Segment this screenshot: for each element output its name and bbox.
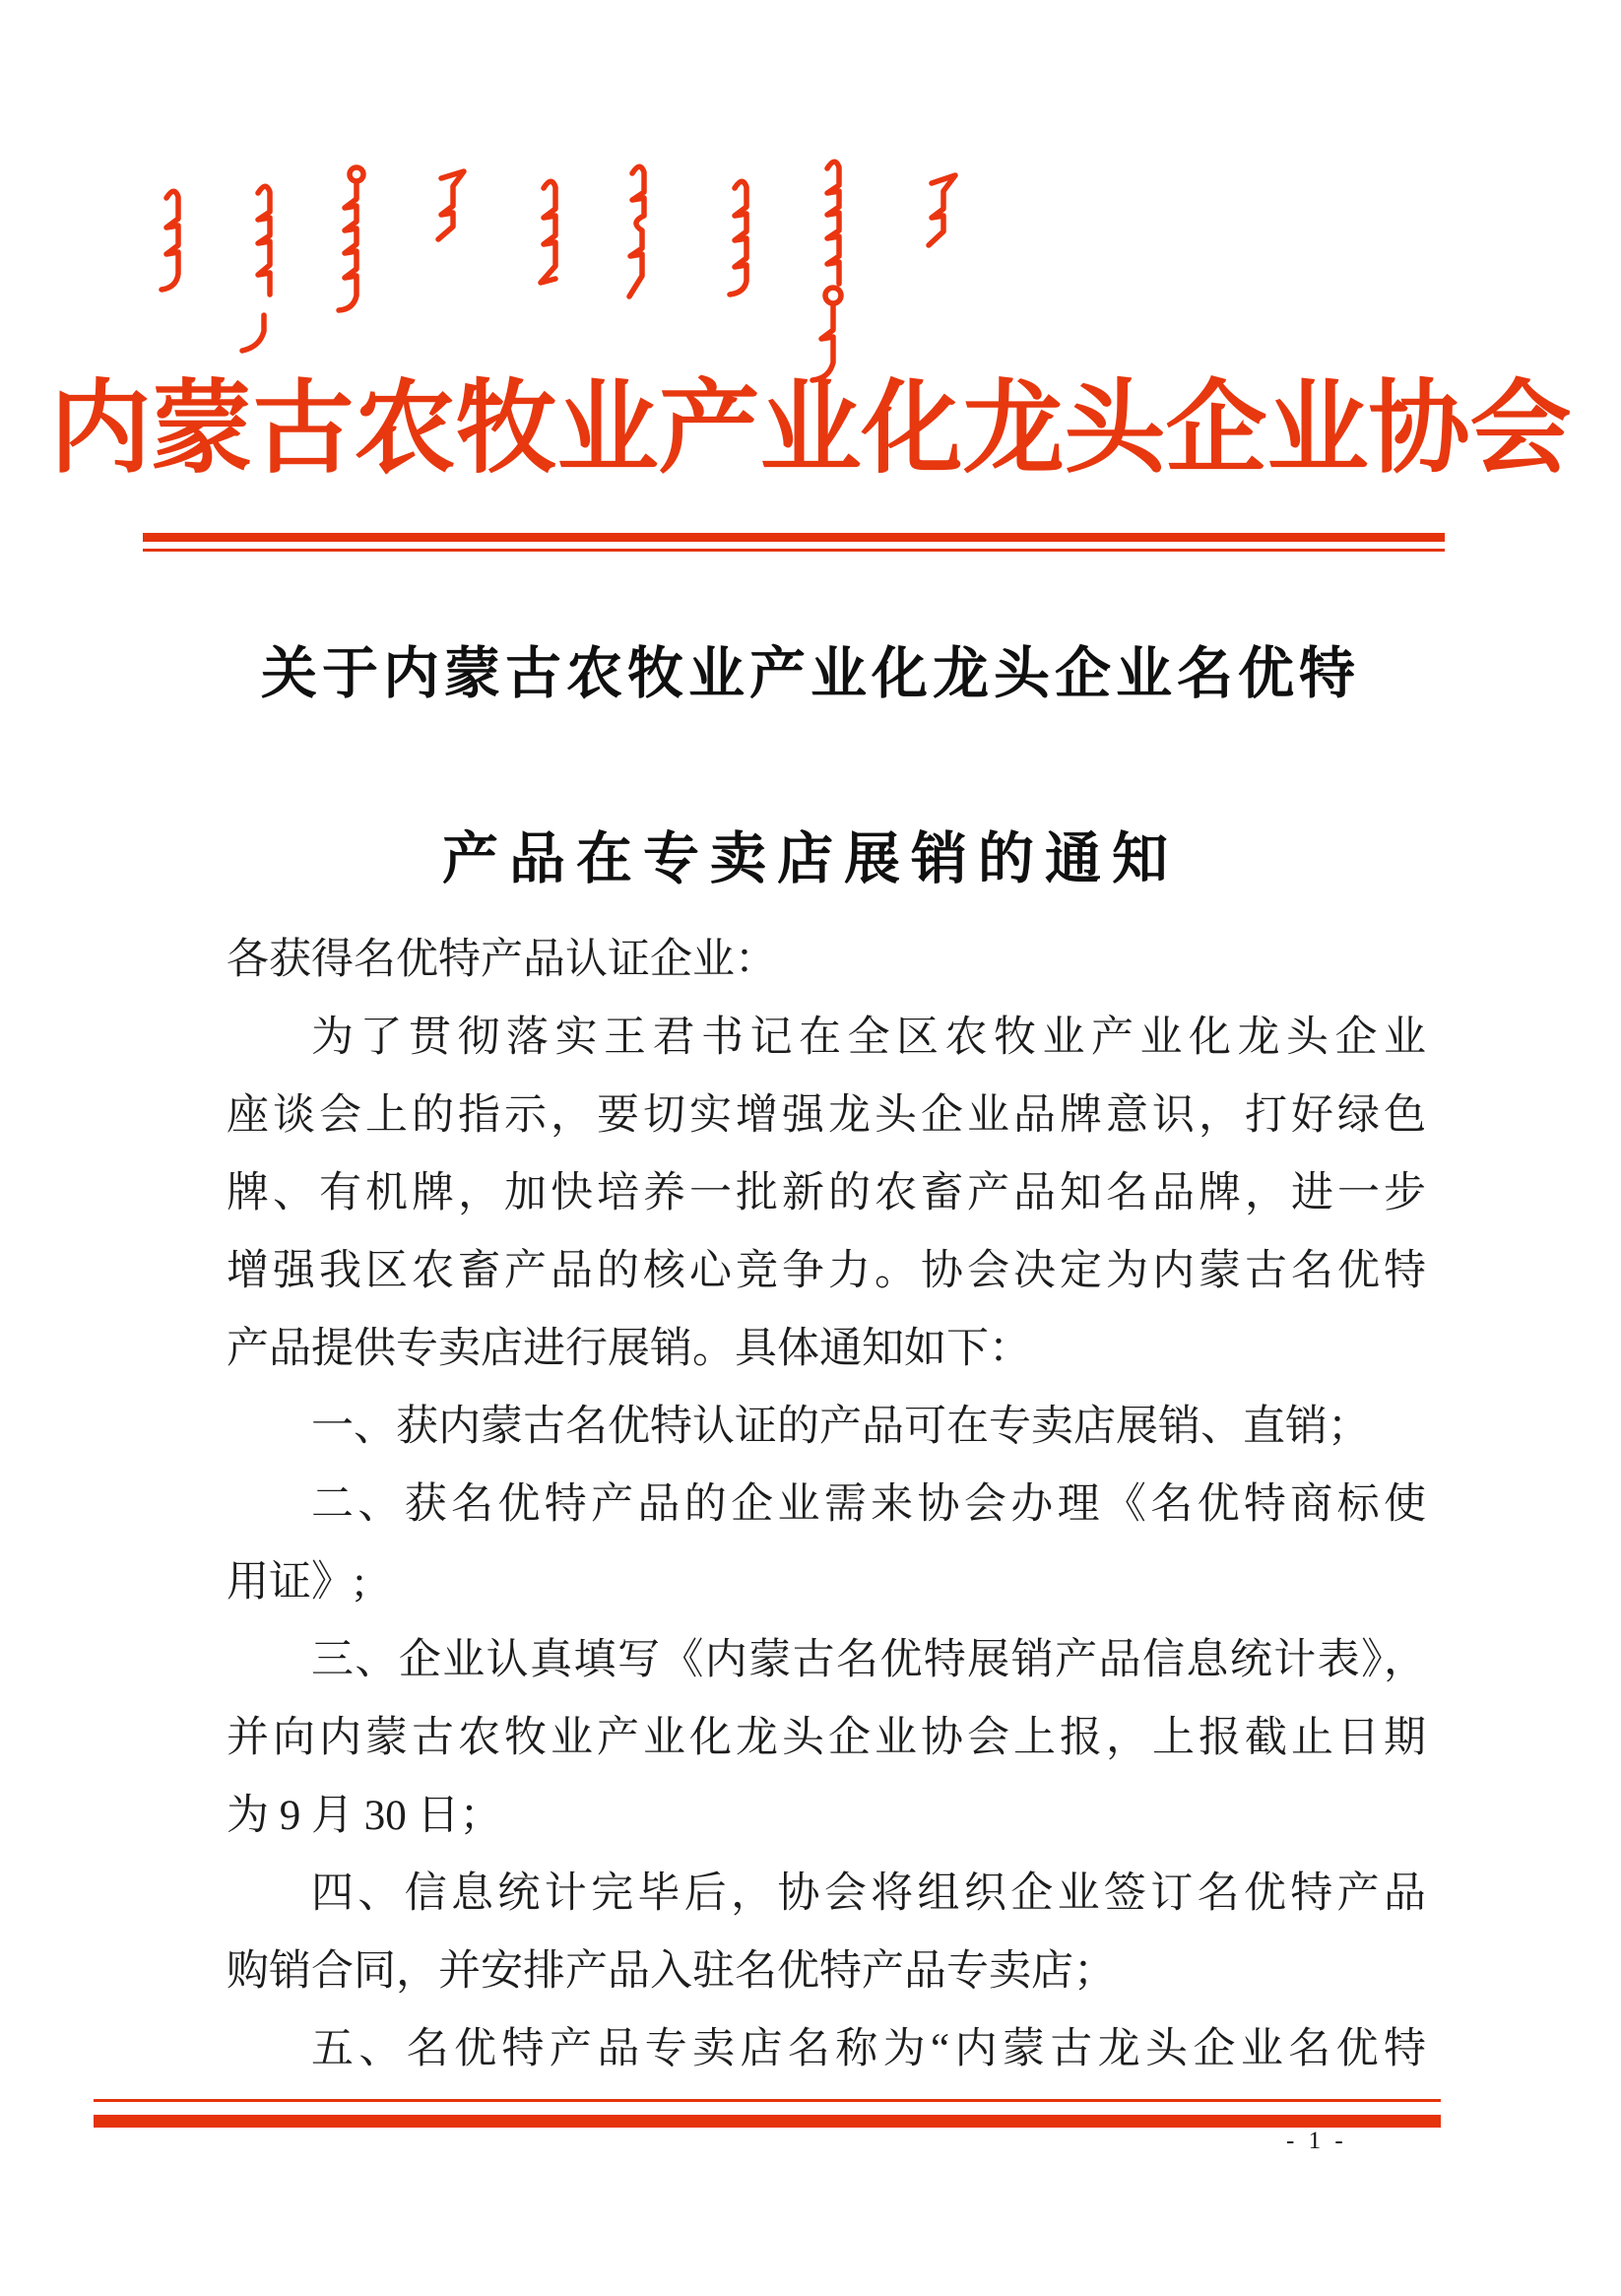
body-line: 并向内蒙古农牧业产业化龙头企业协会上报，上报截止日期 <box>227 1715 1426 1761</box>
doc-title-line2: 产品在专卖店展销的通知 <box>442 828 1179 890</box>
body-line: 三、企业认真填写《内蒙古名优特展销产品信息统计表》， <box>311 1637 1426 1683</box>
org-title: 内蒙古农牧业产业化龙头企业协会 <box>49 373 1572 486</box>
doc-title-line1: 关于内蒙古农牧业产业化龙头企业名优特 <box>261 643 1360 705</box>
body-line: 增强我区农畜产品的核心竞争力。协会决定为内蒙古名优特 <box>227 1248 1426 1294</box>
page-number: - 1 - <box>1286 2128 1347 2154</box>
body-line: 用证》; <box>227 1559 365 1606</box>
body-text <box>227 921 1426 2088</box>
footer-rule-thin <box>94 2099 1441 2102</box>
body-line: 为了贯彻落实王君书记在全区农牧业产业化龙头企业 <box>311 1015 1426 1061</box>
body-line: 购销合同，并安排产品入驻名优特产品专卖店； <box>227 1948 1116 1995</box>
body-line: 各获得名优特产品认证企业： <box>227 937 777 983</box>
body-line: 为 9 月 30 日； <box>227 1793 502 1839</box>
body-line: 座谈会上的指示，要切实增强龙头企业品牌意识，打好绿色 <box>227 1092 1426 1139</box>
body-line: 牌、有机牌，加快培养一批新的农畜产品知名品牌，进一步 <box>227 1170 1426 1216</box>
header-rule-thick <box>143 533 1445 542</box>
footer-rule-thick <box>94 2115 1441 2128</box>
body-line: 五、名优特产品专卖店名称为“内蒙古龙头企业名优特 <box>311 2026 1426 2072</box>
body-line: 四、信息统计完毕后，协会将组织企业签订名优特产品 <box>311 1870 1426 1917</box>
header-rule-thin <box>143 549 1445 552</box>
body-line: 产品提供专卖店进行展销。具体通知如下： <box>227 1326 1031 1372</box>
body-line: 二、获名优特产品的企业需来协会办理《名优特商标使 <box>311 1481 1426 1528</box>
body-line: 一、获内蒙古名优特认证的产品可在专卖店展销、直销； <box>311 1404 1370 1450</box>
